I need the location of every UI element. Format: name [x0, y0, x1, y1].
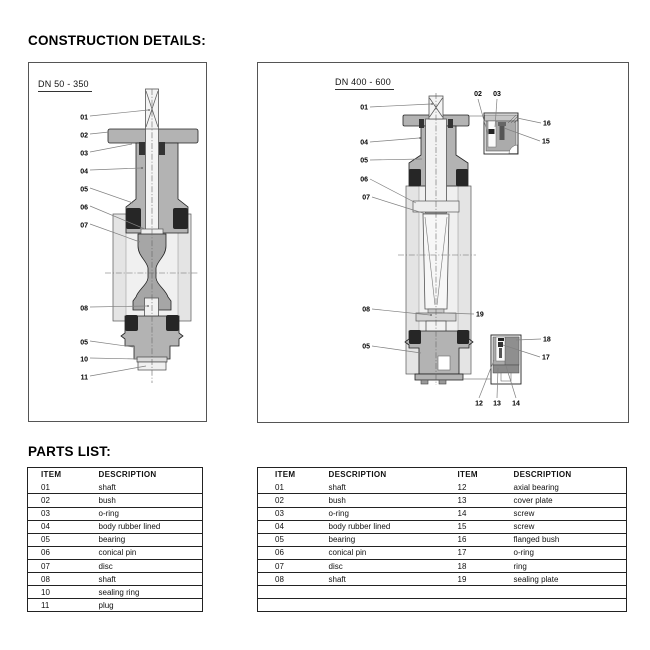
table-cell: 03 — [41, 509, 50, 519]
table-cell — [492, 586, 627, 599]
table-cell: 06 — [275, 548, 284, 558]
callout-05: 05 — [360, 157, 368, 165]
parts-table-dn50-350 — [27, 467, 203, 612]
column-header-description: DESCRIPTION — [98, 470, 157, 480]
table-cell: 08 — [275, 574, 284, 584]
table-cell: sealing ring — [98, 587, 140, 597]
callout-17: 17 — [542, 354, 550, 362]
seal-upper-left — [409, 169, 421, 186]
table-row — [258, 586, 627, 599]
callout-07: 07 — [80, 222, 88, 230]
table-cell: shaft — [98, 574, 116, 584]
column-header-item-2: ITEM — [457, 470, 478, 480]
o-ring-detail — [498, 342, 503, 347]
table-cell: bearing — [328, 535, 356, 545]
seal-lower-left — [409, 330, 421, 344]
callout-01: 01 — [80, 114, 88, 122]
table-row — [258, 481, 627, 494]
bush-right — [159, 142, 165, 155]
o-ring-detail — [489, 129, 495, 134]
table-cell: 13 — [457, 496, 467, 506]
callout-03: 03 — [493, 91, 501, 98]
callout-02: 02 — [474, 91, 482, 98]
table-cell: o-ring — [98, 509, 119, 519]
seal-lower-right — [166, 315, 179, 331]
screw-detail — [499, 348, 502, 358]
callout-19: 19 — [476, 311, 484, 319]
table-cell: 17 — [457, 548, 467, 558]
bolt-foot-right — [439, 380, 446, 384]
dn-range-label: DN 50 - 350 — [38, 79, 92, 92]
table-row — [258, 559, 627, 572]
table-cell: o-ring — [328, 509, 349, 519]
callout-05b: 05 — [80, 339, 88, 347]
table-row — [258, 533, 627, 546]
bearing-cavity — [438, 356, 450, 370]
callout-16: 16 — [543, 120, 551, 128]
callout-12: 12 — [475, 400, 483, 408]
diagram-panel-dn50-350 — [28, 62, 207, 422]
table-row — [258, 507, 627, 520]
table-cell: 04 — [41, 522, 50, 532]
table-cell — [492, 599, 627, 612]
table-cell: 02 — [275, 496, 284, 506]
table-row — [28, 559, 203, 572]
bottom-plate — [415, 374, 463, 380]
table-cell: 08 — [41, 574, 50, 584]
table-row — [28, 481, 203, 494]
callout-13: 13 — [493, 400, 501, 408]
table-cell: body rubber lined — [98, 522, 161, 532]
table-cell: disc — [98, 561, 113, 571]
table-cell: 19 — [457, 574, 467, 584]
table-row — [28, 586, 203, 599]
seal-upper-left — [126, 208, 141, 229]
column-header-item: ITEM — [41, 470, 62, 480]
callout-14: 14 — [512, 400, 520, 408]
parts-table-dn400-600 — [257, 467, 627, 612]
callout-05: 05 — [80, 186, 88, 194]
table-cell: shaft — [328, 482, 346, 492]
table-cell: conical pin — [328, 548, 367, 558]
table-cell: 16 — [457, 535, 467, 545]
bush-left — [139, 142, 145, 155]
callout-06: 06 — [360, 176, 368, 184]
table-cell: cover plate — [513, 496, 553, 506]
table-cell: 07 — [41, 561, 50, 571]
callout-06: 06 — [80, 204, 88, 212]
table-cell: ring — [513, 561, 527, 571]
table-cell — [436, 599, 492, 612]
column-header-description: DESCRIPTION — [328, 470, 387, 480]
table-row — [28, 573, 203, 586]
column-header-item: ITEM — [275, 470, 296, 480]
callout-10: 10 — [80, 356, 88, 364]
callout-04: 04 — [360, 139, 368, 147]
callout-02: 02 — [80, 132, 88, 140]
callout-04: 04 — [80, 168, 88, 176]
table-cell: 02 — [41, 496, 50, 506]
table-row — [28, 494, 203, 507]
table-cell: axial bearing — [513, 482, 559, 492]
screw-shank — [500, 126, 505, 140]
table-cell: bush — [98, 496, 116, 506]
detail-view-bottom — [491, 335, 521, 384]
table-cell: 10 — [41, 587, 50, 597]
callout-07: 07 — [362, 194, 370, 202]
table-cell: 05 — [41, 535, 50, 545]
table-row — [258, 546, 627, 559]
seal-lower-right — [457, 330, 469, 344]
table-cell: disc — [328, 561, 343, 571]
table-cell: shaft — [328, 574, 346, 584]
table-cell: 11 — [41, 600, 50, 610]
table-cell: shaft — [98, 482, 116, 492]
table-cell: flanged bush — [513, 535, 560, 545]
table-cell — [258, 599, 307, 612]
table-cell: 06 — [41, 548, 50, 558]
table-cell: 12 — [457, 482, 467, 492]
table-row — [28, 520, 203, 533]
seal-upper-right — [456, 169, 468, 186]
diagram-panel-dn400-600 — [257, 62, 629, 423]
table-cell: 15 — [457, 522, 467, 532]
table-cell — [436, 586, 492, 599]
callout-18: 18 — [543, 336, 551, 344]
callout-08: 08 — [362, 306, 370, 314]
table-row — [258, 573, 627, 586]
ring-detail — [498, 338, 504, 341]
table-cell: 04 — [275, 522, 284, 532]
table-cell: conical pin — [98, 548, 137, 558]
table-cell: 07 — [275, 561, 284, 571]
table-row — [28, 533, 203, 546]
table-cell: 01 — [41, 482, 50, 492]
table-row — [258, 520, 627, 533]
table-cell — [258, 586, 307, 599]
table-cell: body rubber lined — [328, 522, 391, 532]
table-cell: bush — [328, 496, 346, 506]
callout-15: 15 — [542, 138, 550, 146]
callout-11: 11 — [80, 374, 88, 382]
table-row — [258, 599, 627, 612]
table-cell: screw — [513, 509, 535, 519]
column-header-description-2: DESCRIPTION — [513, 470, 572, 480]
bush-left — [419, 119, 424, 128]
table-cell: 18 — [457, 561, 467, 571]
table-cell: 05 — [275, 535, 284, 545]
callout-labels — [80, 115, 88, 382]
table-cell: 03 — [275, 509, 284, 519]
valve-cross-section-dn400-600 — [258, 63, 628, 422]
table-row — [28, 546, 203, 559]
valve-cross-section-dn50-350 — [29, 63, 206, 421]
construction-details-title: CONSTRUCTION DETAILS: — [28, 33, 206, 48]
callout-08: 08 — [80, 305, 88, 313]
table-cell: bearing — [98, 535, 126, 545]
table-header-row — [28, 468, 203, 482]
table-cell — [307, 586, 436, 599]
callout-05b: 05 — [362, 343, 370, 351]
seal-upper-right — [173, 208, 188, 229]
screw-head — [498, 122, 506, 126]
table-cell: 01 — [275, 482, 284, 492]
table-row — [28, 507, 203, 520]
table-row — [28, 599, 203, 612]
table-header-row — [258, 468, 627, 482]
table-cell — [307, 599, 436, 612]
seal-lower-left — [125, 315, 138, 331]
parts-list-title: PARTS LIST: — [28, 444, 111, 459]
detail-view-top — [484, 113, 518, 154]
callout-01: 01 — [360, 104, 368, 112]
table-cell: o-ring — [513, 548, 534, 558]
table-cell: sealing plate — [513, 574, 559, 584]
table-cell: screw — [513, 522, 535, 532]
callout-03: 03 — [80, 150, 88, 158]
table-cell: 14 — [457, 509, 467, 519]
table-row — [258, 494, 627, 507]
bolt-foot-left — [421, 380, 428, 384]
table-cell: plug — [98, 600, 114, 610]
dn-range-label: DN 400 - 600 — [335, 77, 394, 90]
bush-right — [448, 119, 453, 128]
